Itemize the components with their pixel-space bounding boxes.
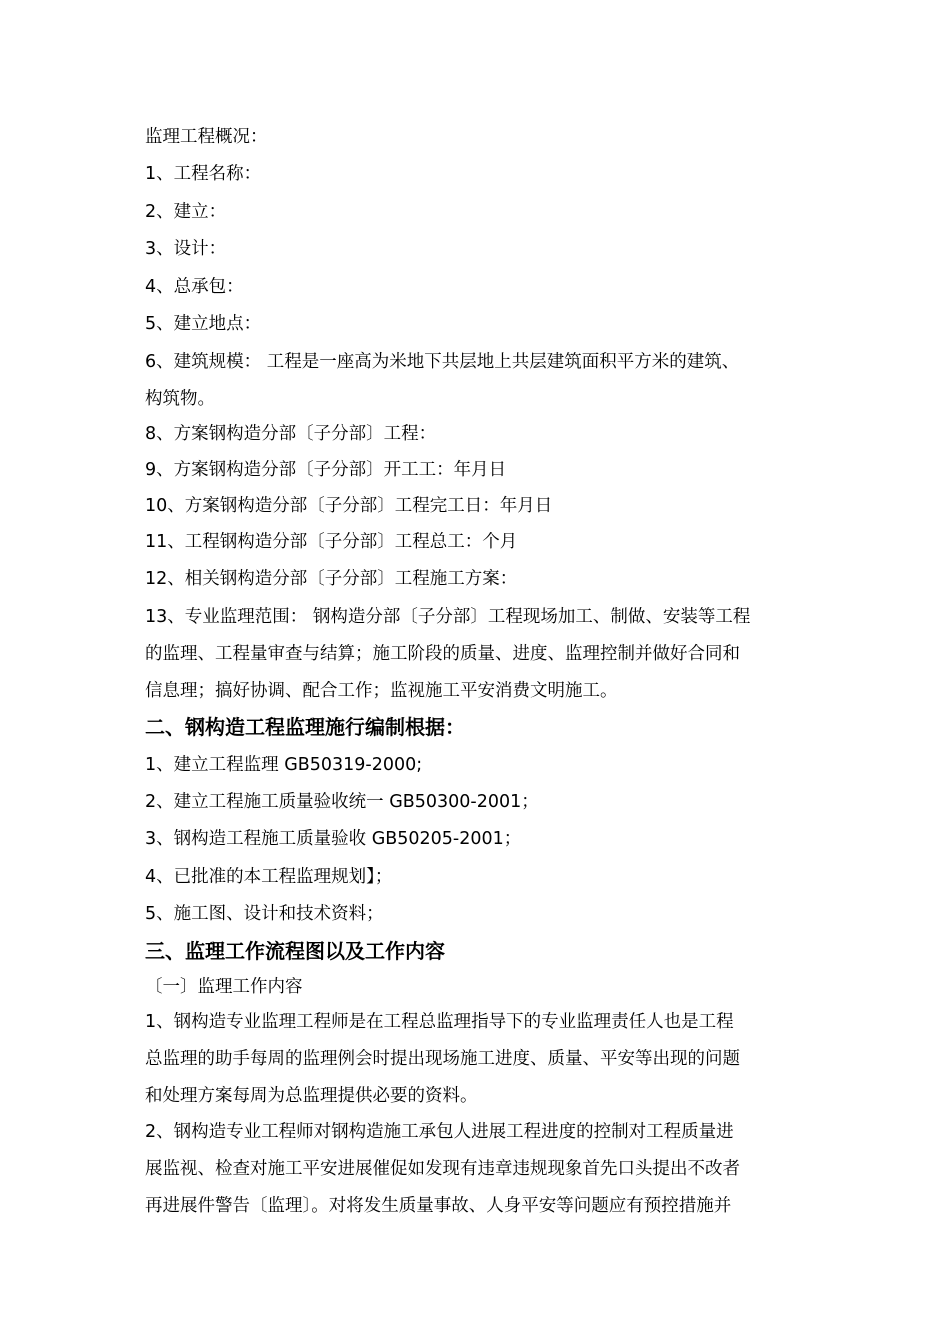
text-line: 13、专业监理范围： 钢构造分部〔子分部〕工程现场加工、制做、安装等工程 — [145, 607, 751, 627]
text-line: 5、施工图、设计和技术资料； — [145, 904, 384, 924]
text-line: 9、方案钢构造分部〔子分部〕开工工：年月日 — [145, 460, 507, 480]
text-line: 和处理方案每周为总监理提供必要的资料。 — [145, 1086, 478, 1106]
text-line: 3、钢构造工程施工质量验收 GB50205-2001； — [145, 829, 522, 849]
text-line: 2、钢构造专业工程师对钢构造施工承包人进展工程进度的控制对工程质量进 — [145, 1122, 734, 1142]
text-line: 8、方案钢构造分部〔子分部〕工程： — [145, 424, 437, 444]
text-line: 5、建立地点： — [145, 314, 262, 334]
text-line: 1、建立工程监理 GB50319-2000; — [145, 755, 423, 775]
subsection-heading: 〔一〕监理工作内容 — [145, 977, 303, 997]
text-line: 6、建筑规模： 工程是一座高为米地下共层地上共层建筑面积平方米的建筑、 — [145, 352, 740, 372]
text-line: 2、建立工程施工质量验收统一 GB50300-2001； — [145, 792, 539, 812]
text-line: 信息理；搞好协调、配合工作；监视施工平安消费文明施工。 — [145, 681, 618, 701]
text-line: 构筑物。 — [145, 389, 215, 409]
text-line: 4、总承包： — [145, 277, 244, 297]
text-line: 总监理的助手每周的监理例会时提出现场施工进度、质量、平安等出现的问题 — [145, 1049, 740, 1069]
text-line: 展监视、检查对施工平安进展催促如发现有违章违规现象首先口头提出不改者 — [145, 1159, 740, 1179]
text-line: 1、工程名称： — [145, 164, 262, 184]
text-line: 3、设计： — [145, 239, 227, 259]
text-line: 4、已批准的本工程监理规划】； — [145, 867, 393, 887]
text-line: 12、相关钢构造分部〔子分部〕工程施工方案： — [145, 569, 518, 589]
section-heading-3: 三、监理工作流程图以及工作内容 — [145, 939, 445, 963]
text-line: 10、方案钢构造分部〔子分部〕工程完工日：年月日 — [145, 496, 553, 516]
overview-heading: 监理工程概况： — [145, 127, 268, 147]
text-line: 1、钢构造专业监理工程师是在工程总监理指导下的专业监理责任人也是工程 — [145, 1012, 734, 1032]
text-line: 11、工程钢构造分部〔子分部〕工程总工：个月 — [145, 532, 518, 552]
text-line: 的监理、工程量审查与结算；施工阶段的质量、进度、监理控制并做好合同和 — [145, 644, 740, 664]
text-line: 再进展件警告〔监理〕。对将发生质量事故、人身平安等问题应有预控措施并 — [145, 1196, 732, 1216]
section-heading-2: 二、钢构造工程监理施行编制根据： — [145, 715, 465, 739]
text-line: 2、建立： — [145, 202, 227, 222]
